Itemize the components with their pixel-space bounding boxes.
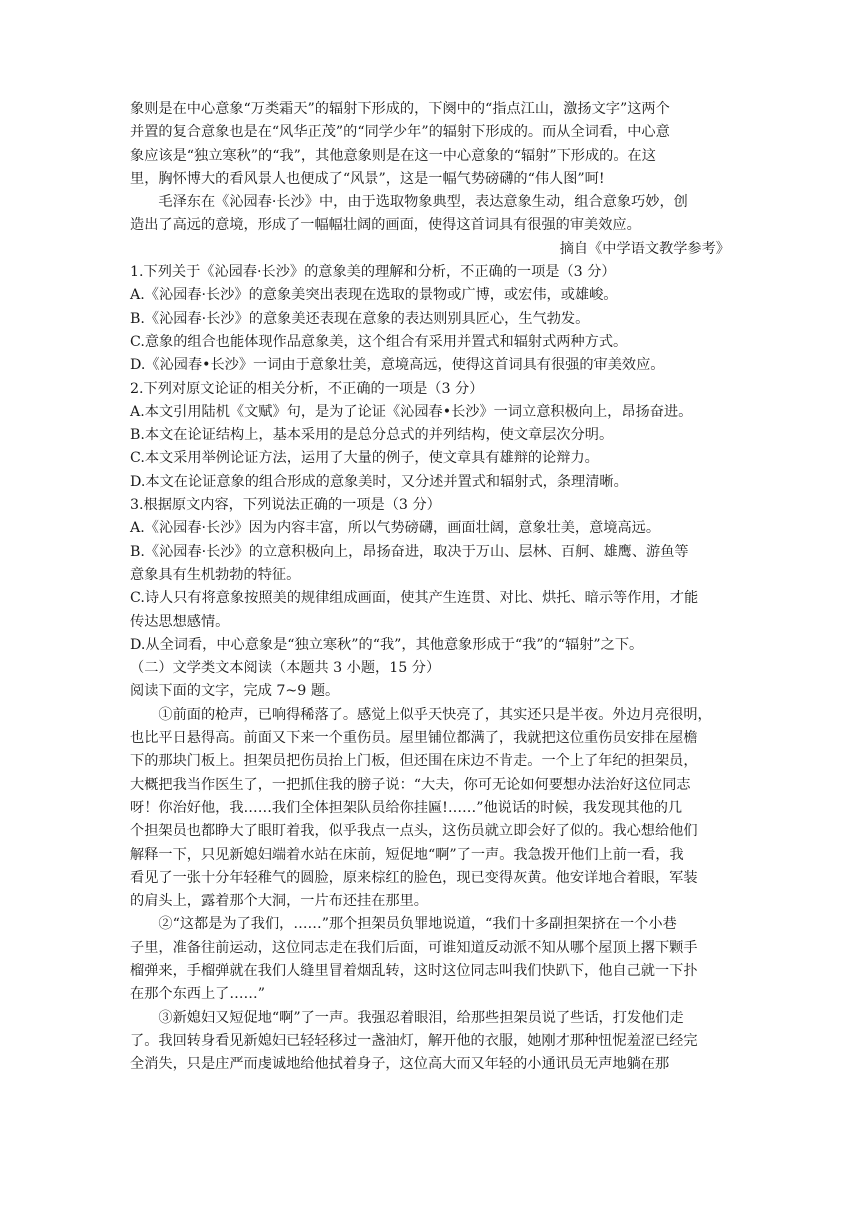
text-line: ③新媳妇又短促地“啊”了一声。我强忍着眼泪，给那些担架员说了些话，打发他们走: [158, 1009, 684, 1026]
text-line: 也比平日悬得高。前面又下来一个重伤员。屋里铺位都满了，我就把这位重伤员安排在屋檐: [130, 730, 698, 747]
text-line: 阅读下面的文字，完成 7~9 题。: [130, 683, 340, 700]
text-line: 榴弹来，手榴弹就在我们人缝里冒着烟乱转，这时这位同志叫我们快趴下，他自己就一下扑: [130, 962, 698, 979]
text-line: D.《沁园春•长沙》一词由于意象壮美，意境高远，使得这首词具有很强的审美效应。: [130, 357, 665, 374]
text-line: B.本文在论证结构上，基本采用的是总分总式的并列结构，使文章层次分明。: [130, 427, 614, 444]
text-line: （二）文学类文本阅读（本题共 3 小题，15 分）: [130, 660, 441, 677]
text-line: 下的那块门板上。担架员把伤员抬上门板，但还围在床边不肯走。一个上了年纪的担架员，: [130, 753, 698, 770]
text-line: A.本文引用陆机《文赋》句，是为了论证《沁园春•长沙》一词立意积极向上，昂扬奋进。: [130, 403, 693, 420]
text-line: C.本文采用举例论证方法，运用了大量的例子，使文章具有雄辩的论辩力。: [130, 450, 599, 467]
text-line: 并置的复合意象也是在“风华正茂”的“同学少年”的辐射下形成的。而从全词看，中心意: [130, 124, 670, 141]
text-line: 传达思想感情。: [130, 613, 230, 630]
text-line: 摘自《中学语文教学参考》: [559, 240, 730, 257]
text-line: 2.下列对原文论证的相关分析，不正确的一项是（3 分）: [130, 380, 484, 397]
text-line: 看见了一张十分年轻稚气的圆脸，原来棕红的脸色，现已变得灰黄。他安详地合着眼，军装: [130, 869, 698, 886]
text-line: B.《沁园春·长沙》的意象美还表现在意象的表达则别具匠心，生气勃发。: [130, 310, 590, 327]
text-line: 的肩头上，露着那个大洞，一片布还挂在那里。: [130, 893, 428, 910]
text-line: 造出了高远的意境，形成了一幅幅壮阔的画面，使得这首词具有很强的审美效应。: [130, 217, 641, 234]
text-line: 象应该是“独立寒秋”的“我”，其他意象则是在这一中心意象的“辐射”下形成的。在这: [130, 147, 656, 164]
text-line: A.《沁园春·长沙》因为内容丰富，所以气势磅礴，画面壮阔，意象壮美，意境高远。: [130, 520, 661, 537]
text-line: 解释一下，只见新媳妇端着水站在床前，短促地“啊”了一声。我急拨开他们上前一看，我: [130, 846, 684, 863]
text-line: 子里，准备往前运动，这位同志走在我们后面，可谁知道反动派不知从哪个屋顶上撂下颗手: [130, 939, 698, 956]
document-page: [130, 98, 730, 1076]
text-line: A.《沁园春·长沙》的意象美突出表现在选取的景物或广博，或宏伟，或雄峻。: [130, 287, 618, 304]
text-line: 意象具有生机勃勃的特征。: [130, 566, 301, 583]
text-line: D.从全词看，中心意象是“独立寒秋”的“我”，其他意象形成于“我”的“辐射”之下。: [130, 636, 644, 653]
text-line: ②“这都是为了我们，……”那个担架员负罪地说道，“我们十多副担架挤在一个小巷: [158, 916, 677, 933]
text-line: 个担架员也都睁大了眼盯着我，似乎我点一点头，这伤员就立即会好了似的。我心想给他们: [130, 823, 698, 840]
text-line: 了。我回转身看见新媳妇已轻轻移过一盏油灯，解开他的衣服，她刚才那种忸怩羞涩已经完: [130, 1032, 698, 1049]
text-line: 大概把我当作医生了，一把抓住我的膀子说：“大夫，你可无论如何要想办法治好这位同志: [130, 776, 691, 793]
text-line: 在那个东西上了……”: [130, 986, 265, 1003]
text-line: 里，胸怀博大的看风景人也便成了“风景”，这是一幅气势磅礴的“伟人图”呵!: [130, 170, 605, 187]
text-line: 象则是在中心意象“万类霜天”的辐射下形成的，下阕中的“指点江山，激扬文字”这两个: [130, 101, 670, 117]
text-line: ①前面的枪声，已响得稀落了。感觉上似乎天快亮了，其实还只是半夜。外边月亮很明，: [158, 706, 712, 723]
text-line: 毛泽东在《沁园春·长沙》中，由于选取物象典型，表达意象生动，组合意象巧妙，创: [158, 194, 688, 211]
text-line: B.《沁园春·长沙》的立意积极向上，昂扬奋进，取决于万山、层林、百舸、雄鹰、游鱼等: [130, 543, 689, 560]
text-line: 全消失，只是庄严而虔诚地给他拭着身子，这位高大而又年轻的小通讯员无声地躺在那: [130, 1056, 670, 1073]
text-line: 呀！你治好他，我……我们全体担架队员给你挂匾!……”他说话的时候，我发现其他的几: [130, 799, 683, 816]
text-line: D.本文在论证意象的组合形成的意象美时，又分述并置式和辐射式，条理清晰。: [130, 473, 628, 490]
text-line: C.诗人只有将意象按照美的规律组成画面，使其产生连贯、对比、烘托、暗示等作用，才能: [130, 590, 699, 607]
text-line: 3.根据原文内容，下列说法正确的一项是（3 分）: [130, 497, 441, 514]
text-line: 1.下列关于《沁园春·长沙》的意象美的理解和分析，不正确的一项是（3 分）: [130, 264, 616, 281]
text-line: C.意象的组合也能体现作品意象美，这个组合有采用并置式和辐射式两种方式。: [130, 333, 628, 350]
